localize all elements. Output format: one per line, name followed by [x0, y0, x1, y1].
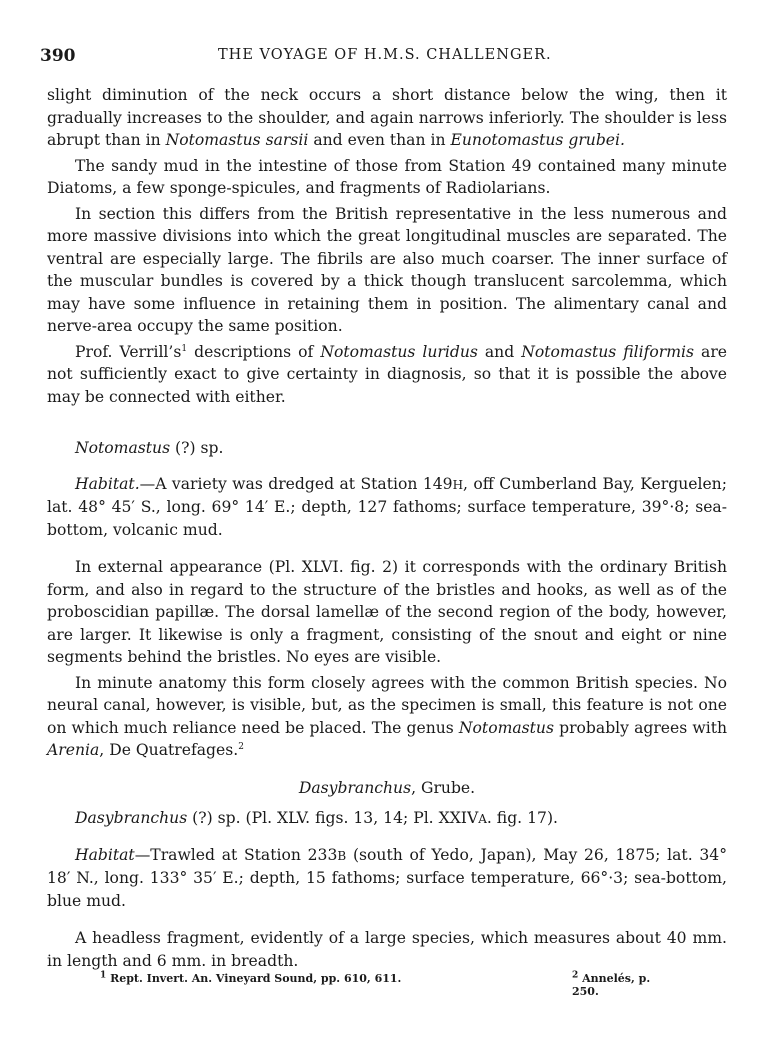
plate-suffix: A [478, 812, 487, 826]
text-run: probably agrees with [553, 718, 728, 737]
text-run: . fig. 17). [486, 809, 558, 827]
genus-name: Notomastus [458, 718, 554, 737]
genus-name: Dasybranchus [298, 778, 412, 797]
text-run: , off Cumberland Bay, Kerguelen; lat. 48° 45′ S., long. 69° 14′ E.; depth, 127 fathoms; surface temperature, 39°·8; sea-bottom, volcanic mud. [47, 474, 727, 539]
footnote-mark: 1 [100, 970, 107, 981]
paragraph-headless-fragment: A headless fragment, evidently of a large species, which measures about 40 mm. in length and 6 mm. in breadth. [47, 929, 727, 970]
text-run: descriptions of [187, 342, 321, 361]
paragraph-neck-description [47, 84, 727, 152]
text-run: (south of Yedo, Japan), May 26, 1875; lat. 34° 18′ N., long. 133° 35′ E.; depth, 15 fathoms; surface temperature, 66°·3; sea-bottom, blue mud. [47, 845, 728, 910]
running-head [40, 46, 740, 68]
section-gap [47, 411, 727, 437]
habitat-dasybranchus [47, 844, 727, 913]
body-text [47, 84, 727, 975]
text-run: are not sufficiently exact to give certainty in diagnosis, so that it is possible the above may be connected with either. [47, 342, 727, 406]
text-run: , De Quatrefages. [99, 741, 239, 759]
footnote-1 [100, 972, 401, 985]
station-suffix: B [337, 848, 347, 863]
footnote-mark: 2 [572, 970, 579, 981]
footnote-text: Annelés, p. 250. [572, 972, 651, 998]
text-run: In minute anatomy this form closely agrees with the common British species. No neural canal, however, is visible, but, as the specimen is small, this feature is not one on which much reliance need be placed. The genus [47, 673, 727, 737]
text-run: , Grube. [411, 778, 476, 797]
paragraph-verrill-descriptions [47, 341, 727, 409]
species-heading-notomastus [47, 437, 727, 460]
genus-name: Dasybranchus [75, 809, 188, 827]
habitat-label: Habitat. [75, 474, 140, 493]
text-run: slight diminution of the neck occurs a short distance below the wing, then it gradually increases to the shoulder, and again narrows inferiorly. The shoulder is less abrupt than in [47, 86, 727, 149]
habitat-notomastus [47, 473, 727, 542]
section-gap [47, 915, 727, 927]
genus-name: Arenia [47, 741, 100, 759]
section-gap [47, 765, 727, 777]
habitat-label: Habitat [75, 845, 135, 864]
species-name: Notomastus luridus [320, 342, 478, 361]
text-run: —Trawled at Station 233 [134, 845, 338, 864]
section-gap [47, 834, 727, 844]
page-number: 390 [40, 46, 76, 66]
text-run: and even than in [308, 131, 451, 149]
text-run: (?) sp. (Pl. XLV. figs. 13, 14; Pl. XXIV [187, 809, 479, 827]
text-run: and [477, 342, 522, 361]
species-heading-dasybranchus [47, 807, 727, 831]
footnote-2 [572, 972, 680, 998]
paragraph-section-anatomy: In section this differs from the British representative in the less numerous and more massive divisions into which the great longitudinal muscles are separated. The ventral are especially large. The fibrils are also much coarser. The inner surface of the muscular bundles is covered by a thick though translucent sarcolemma, which may have some influence in retaining them in position. The alimentary canal and nerve-area occupy the same position. [47, 204, 727, 335]
paragraph-minute-anatomy [47, 672, 727, 762]
footnote-text: Rept. Invert. An. Vineyard Sound, pp. 610, 611. [106, 972, 402, 985]
species-name: Notomastus filiformis [521, 342, 695, 361]
footnotes [100, 970, 680, 998]
genus-name: Notomastus [75, 439, 171, 457]
paragraph-intestine-contents: The sandy mud in the intestine of those from Station 49 contained many minute Diatoms, a few sponge-spicules, and fragments of Radiolarians. [47, 156, 727, 197]
text-run: (?) sp. [170, 439, 224, 457]
running-title: THE VOYAGE OF H.M.S. CHALLENGER. [218, 47, 552, 63]
footnote-ref-2: 2 [238, 741, 244, 752]
species-name: Notomastus sarsii [165, 131, 309, 149]
footnote-ref-1: 1 [181, 343, 188, 354]
text-run: —A variety was dredged at Station 149 [139, 474, 453, 493]
text-run: Prof. Verrill’s [75, 342, 182, 361]
section-gap [47, 544, 727, 556]
paragraph-external-appearance: In external appearance (Pl. XLVI. fig. 2) it corresponds with the ordinary British form, and also in regard to the structure of the bristles and hooks, as well as of the proboscidian papillæ. The dorsal lamellæ of the second region of the body, however, are larger. It likewise is only a fragment, consisting of the snout and eight or nine segments behind the bristles. No eyes are visible. [47, 558, 727, 666]
species-name: Eunotomastus grubei. [450, 131, 625, 149]
section-gap [47, 463, 727, 473]
station-suffix: H [452, 477, 464, 492]
genus-heading-dasybranchus [47, 777, 727, 800]
